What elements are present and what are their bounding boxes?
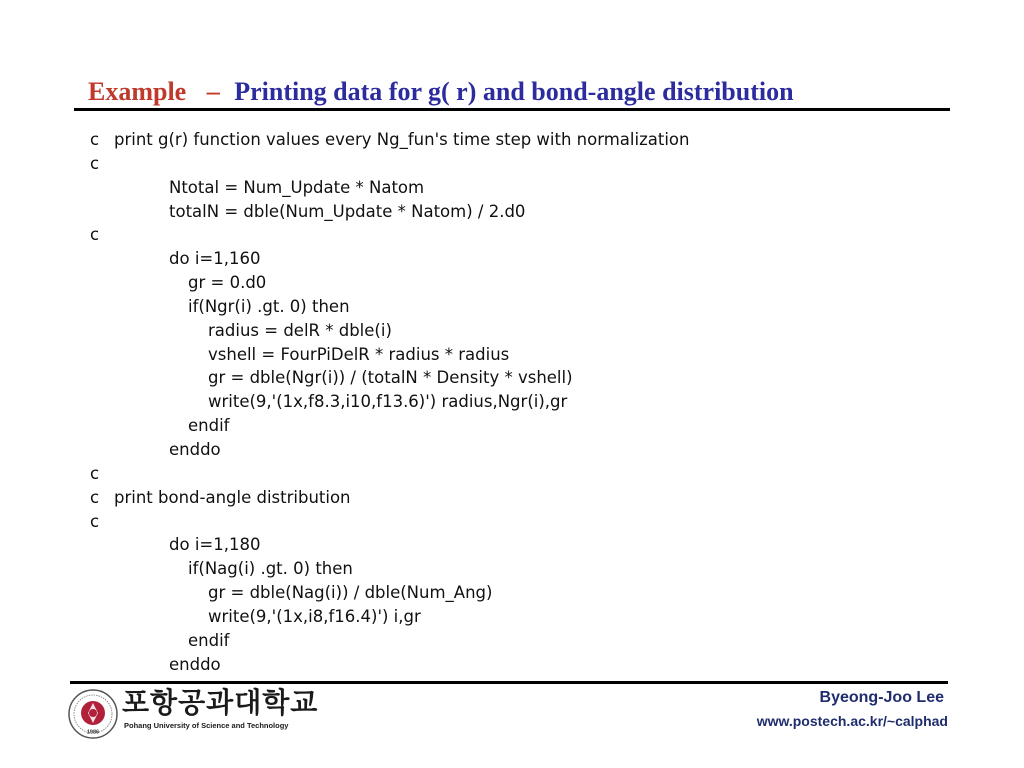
code-text: print g(r) function values every Ng_fun's time step with normalization	[114, 130, 690, 149]
code-text: endif	[188, 416, 230, 436]
comment-marker: c	[90, 225, 100, 245]
code-text: if(Ngr(i) .gt. 0) then	[188, 296, 350, 316]
code-text: do i=1,180	[169, 535, 261, 555]
code-line	[90, 486, 930, 510]
university-english-name: Pohang University of Science and Technology	[124, 721, 289, 730]
code-text: write(9,'(1x,f8.3,i10,f13.6)') radius,Ngr(i),gr	[208, 392, 568, 412]
comment-marker: c	[90, 487, 100, 507]
code-line	[90, 605, 930, 629]
code-line	[90, 462, 930, 486]
code-line	[90, 557, 930, 581]
university-seal-icon	[68, 689, 118, 739]
code-line	[90, 128, 930, 152]
code-line	[90, 295, 930, 319]
university-korean-name: 포항공과대학교	[122, 686, 319, 719]
comment-marker: c	[90, 511, 100, 531]
footer-divider	[70, 681, 948, 684]
title-main: Printing data for g( r) and bond-angle distribution	[234, 77, 794, 106]
comment-marker: c	[90, 153, 100, 173]
code-line	[90, 629, 930, 653]
code-text: totalN = dble(Num_Update * Natom) / 2.d0	[169, 201, 526, 221]
code-text: enddo	[169, 439, 221, 459]
code-text: write(9,'(1x,i8,f16.4)') i,gr	[208, 606, 421, 626]
code-text: print bond-angle distribution	[114, 487, 351, 507]
code-line	[90, 200, 930, 224]
code-line	[90, 319, 930, 343]
code-line	[90, 653, 930, 677]
code-line	[90, 152, 930, 176]
title-prefix: Example	[88, 77, 187, 106]
code-text: gr = dble(Nag(i)) / dble(Num_Ang)	[208, 583, 493, 603]
code-text: if(Nag(i) .gt. 0) then	[188, 559, 353, 579]
code-text: Ntotal = Num_Update * Natom	[169, 177, 425, 197]
code-line	[90, 438, 930, 462]
code-text: gr = 0.d0	[188, 273, 267, 293]
code-text: radius = delR * dble(i)	[208, 320, 392, 340]
seal-year: 1986	[86, 729, 100, 736]
code-line	[90, 533, 930, 557]
slide-title	[88, 76, 794, 108]
title-divider	[74, 108, 950, 111]
comment-marker: c	[90, 130, 100, 149]
code-line	[90, 343, 930, 367]
code-text: endif	[188, 630, 230, 650]
code-line	[90, 247, 930, 271]
author-name: Byeong-Joo Lee	[819, 689, 944, 706]
code-line	[90, 271, 930, 295]
code-line	[90, 414, 930, 438]
code-text: vshell = FourPiDelR * radius * radius	[208, 344, 510, 364]
code-text: enddo	[169, 654, 221, 674]
code-line	[90, 176, 930, 200]
code-line	[90, 510, 930, 534]
code-text: gr = dble(Ngr(i)) / (totalN * Density * vshell)	[208, 368, 573, 388]
code-line	[90, 390, 930, 414]
author-url[interactable]: www.postech.ac.kr/~calphad	[756, 713, 948, 729]
code-line	[90, 581, 930, 605]
title-separator: –	[206, 77, 220, 106]
code-block	[90, 128, 930, 676]
code-text: do i=1,160	[169, 249, 261, 269]
code-line	[90, 223, 930, 247]
code-line	[90, 366, 930, 390]
comment-marker: c	[90, 463, 100, 483]
